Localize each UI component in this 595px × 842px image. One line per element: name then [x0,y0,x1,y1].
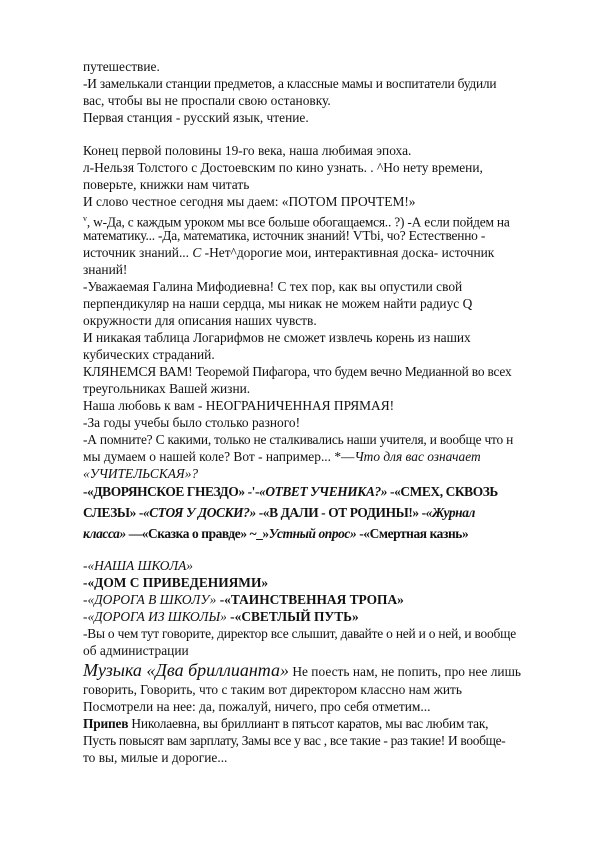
text-segment: источник знаний... [83,245,193,260]
text-line: -Вы о чем тут говорите, директор все слышит, давайте о ней и о ней, и вообще [83,626,516,641]
text-segment-bold: -«СВЕТЛЫЙ ПУТЬ» [226,609,359,624]
text-line: -«ДОМ С ПРИВЕДЕНИЯМИ» [83,575,269,590]
text-segment: Не поесть нам, не попить, про нее лишь [288,664,521,679]
text-line: -А помните? С какими, только не сталкивались наши учителя, и вообще что н [83,432,514,447]
text-segment: —«Сказка о правде» ~_» [125,526,269,541]
text-segment-italic: Что для вас означает [354,449,481,464]
text-line: -«НАША ШКОЛА» [83,558,194,573]
text-line: Первая станция - русский язык, чтение. [83,110,309,125]
text-segment: -«СМЕХ, СКВОЗЬ [387,484,498,499]
text-segment-italic: -«ДОРОГА В ШКОЛУ» [83,592,217,607]
text-line: -И замелькали станции предметов, а классные мамы и воспитатели будили [83,76,497,91]
text-line: знаний! [83,262,128,277]
text-segment: -«В ДАЛИ - ОТ РОДИНЫ!» - [255,505,426,520]
text-segment: , w-Да, с каждым уроком мы все больше обогащаемся.. ?) -А если пойдем на [86,214,510,230]
song-title: Музыка «Два бриллианта» [83,660,289,680]
text-line: говорить, Говорить, что с таким вот директором классно нам жить [83,682,462,697]
text-line: математику... -Да, математика, источник знаний! VTbi, чо? Естественно - [83,228,486,243]
text-line [83,449,481,465]
text-segment-italic: класса» [83,526,126,541]
text-line: об администрации [83,643,189,658]
title-list-line [83,526,468,542]
text-line: -Уважаемая Галина Мифодиевна! С тех пор, как вы опустили свой [83,279,463,294]
text-segment-italic: -«ДОРОГА ИЗ ШКОЛЫ» [83,609,227,624]
text-segment: -«Смертная казнь» [356,526,469,541]
text-line: л-Нельзя Толстого с Достоевским по кино узнать. . ^Но нету времени, [83,160,483,175]
text-line: то вы, милые и дорогие... [83,750,228,765]
text-segment: Николаевна, вы бриллиант в пятьсот каратов, мы вас любим так, [128,716,489,731]
text-line: окружности для описания наших чувств. [83,313,317,328]
text-line [83,662,521,680]
text-segment-italic: «СТОЯ У ДОСКИ?» [142,505,256,520]
text-line: Пусть повысят вам зарплату, Замы все у вас , все такие - раз такие! И вообще- [83,733,506,748]
text-line: поверьте, книжки нам читать [83,177,250,192]
text-line: И слово честное сегодня мы даем: «ПОТОМ ПРОЧТЕМ!» [83,194,416,209]
text-line [83,592,404,608]
text-segment-italic: «Журнал [425,505,475,520]
text-segment: -Нет^дорогие мои, интерактивная доска- источник [201,245,495,260]
text-segment: мы думаем о нашей коле? Вот - например... *— [83,449,355,464]
text-line: И никакая таблица Логарифмов не сможет извлечь корень из наших [83,330,471,345]
text-segment: -«ДВОРЯНСКОЕ ГНЕЗДО» -'- [83,484,260,499]
text-line: Конец первой половины 19-го века, наша любимая эпоха. [83,143,412,158]
superscript-mark: v [83,214,87,223]
text-line: кубических страданий. [83,347,215,362]
text-line [83,245,494,261]
text-segment-bold: -«ТАИНСТВЕННАЯ ТРОПА» [216,592,404,607]
text-line: путешествие. [83,59,160,74]
text-segment-italic: Устный опрос» [268,526,357,541]
text-line: -За годы учебы было столько разного! [83,415,301,430]
text-line: перпендикуляр на наши сердца, мы никак не можем найти радиус Q [83,296,473,311]
text-line: «УЧИТЕЛЬСКАЯ»? [83,466,199,481]
text-segment-italic: С [192,245,202,260]
title-list-line [83,505,475,521]
text-segment: СЛЕЗЫ» - [83,505,143,520]
text-line: Наша любовь к вам - НЕОГРАНИЧЕННАЯ ПРЯМАЯ! [83,398,395,413]
text-segment-italic: «ОТВЕТ УЧЕНИКА?» [259,484,388,499]
chorus-label: Припев [83,716,129,731]
text-line [83,609,359,625]
text-line: КЛЯНЕМСЯ ВАМ! Теоремой Пифагора, что будем вечно Медианной во всех [83,364,512,379]
text-line: треугольниках Вашей жизни. [83,381,251,396]
title-list-line [83,484,498,500]
text-line: вас, чтобы вы не проспали свою остановку. [83,93,331,108]
text-line [83,716,488,732]
text-line: Посмотрели на нее: да, пожалуй, ничего, про себя отметим... [83,699,431,714]
